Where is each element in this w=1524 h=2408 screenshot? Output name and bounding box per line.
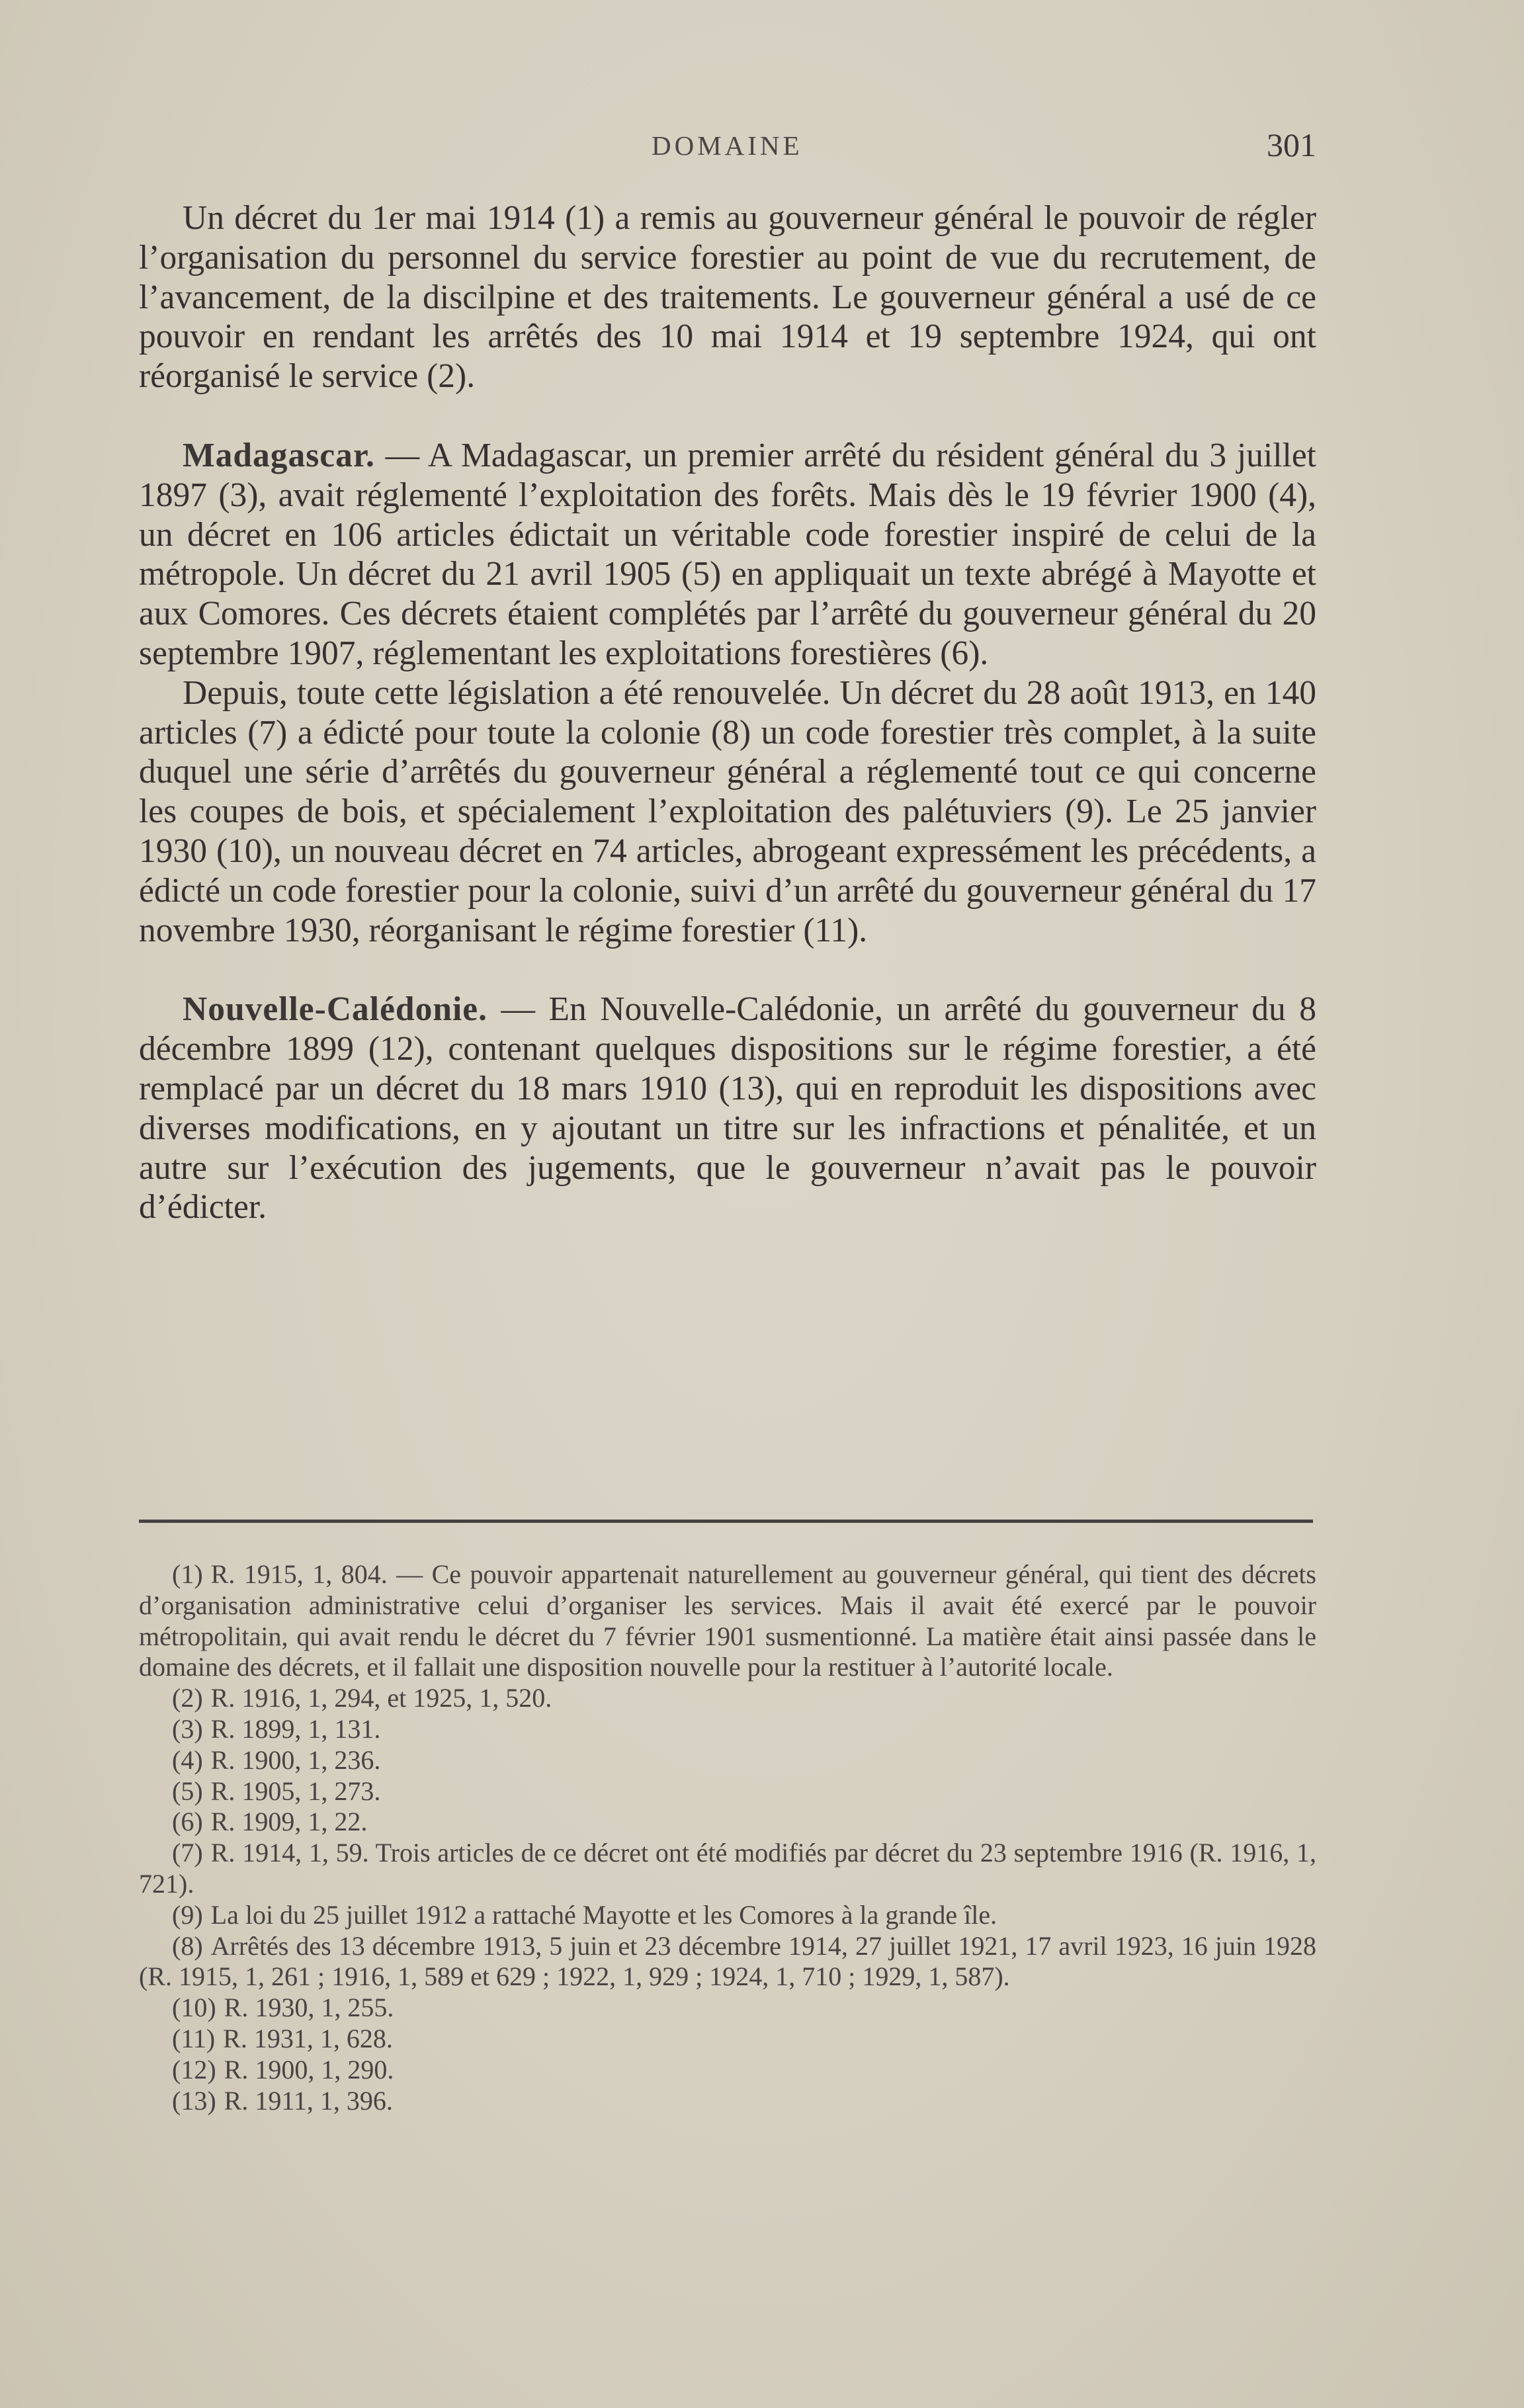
paragraph-text: — En Nouvelle-Calédonie, un arrêté du gouverneur du 8 décembre 1899 (12), contenant quelques dispositions sur le régime forestier, a été remplacé par un décret du 18 mars 1910 (13), qui en reproduit les dispositions avec diverses modifications, en y ajoutant un titre sur les infractions et pénalitée, et un autre sur l’exécution des jugements, que le gouverneur n’avait pas le pouvoir d’édicter. [139,990,1316,1226]
footnote-ref: (2) [172,1683,203,1713]
footnote-text: R. 1911, 1, 396. [224,2085,393,2116]
footnote-text: La loi du 25 juillet 1912 a rattaché Mayotte et les Comores à la grande île. [210,1899,997,1930]
footnote-text: R. 1931, 1, 628. [223,2023,393,2053]
footnote-divider [139,1520,1313,1523]
footnote-ref: (7) [172,1838,203,1868]
footnote [139,2024,1316,2055]
footnote [139,2086,1316,2117]
footnote-text: R. 1905, 1, 273. [210,1776,381,1806]
footnote-ref: (1) [172,1559,203,1589]
footnote-text: R. 1915, 1, 804. — Ce pouvoir appartenait naturellement au gouverneur général, qui tient des décrets d’organisation administrative celui d’organiser les services. Mais il avait été exercé par le pouvoir métropolitain, qui avait rendu le décret du 7 février 1901 susmentionné. La matière était ainsi passée dans le domaine des décrets, et il fallait une disposition nouvelle pour la restituer à l’autorité locale. [139,1559,1316,1682]
footnote-text: Arrêtés des 13 décembre 1913, 5 juin et 23 décembre 1914, 27 juillet 1921, 17 avril 1923, 16 juin 1928 (R. 1915, 1, 261 ; 1916, 1, 589 et 629 ; 1922, 1, 929 ; 1924, 1, 710 ; 1929, 1, 587). [139,1930,1316,1992]
section-heading: Nouvelle-Calédonie. [183,990,487,1029]
footnote-ref: (3) [172,1713,203,1744]
footnote-text: R. 1909, 1, 22. [210,1807,368,1837]
footnote-text: R. 1916, 1, 294, et 1925, 1, 520. [210,1683,552,1713]
footnote [139,1714,1316,1745]
footnote-ref: (8) [172,1930,203,1961]
footnote-text: R. 1900, 1, 236. [210,1744,381,1775]
footnote-ref: (4) [172,1744,203,1775]
footnote [139,1993,1316,2024]
body-text [139,198,1316,1227]
section-heading: Madagascar. [183,436,375,474]
footnote-text: R. 1914, 1, 59. Trois articles de ce décret ont été modifiés par décret du 23 septembre 1916 (R. 1916, 1, 721). [139,1838,1316,1899]
paragraph [139,436,1316,673]
page-number: 301 [1267,126,1316,163]
footnote-ref: (12) [172,2054,216,2085]
footnote [139,1900,1316,1931]
page-header [139,126,1316,169]
footnote-text: R. 1899, 1, 131. [210,1713,381,1744]
footnote [139,1559,1316,1683]
footnote-ref: (10) [172,1993,216,2023]
footnote-ref: (9) [172,1899,203,1930]
footnote-text: R. 1900, 1, 290. [224,2054,394,2085]
paragraph-text: Depuis, toute cette législation a été renouvelée. Un décret du 28 août 1913, en 140 articles (7) a édicté pour toute la colonie (8) un code forestier très complet, à la suite duquel une série d’arrêtés du gouverneur général a réglementé tout ce qui concerne les coupes de bois, et spécialement l’exploitation des palétuviers (9). Le 25 janvier 1930 (10), un nouveau décret en 74 articles, abrogeant expressément les précédents, a édicté un code forestier pour la colonie, suivi d’un arrêté du gouverneur général du 17 novembre 1930, réorganisant le régime forestier (11). [139,673,1316,949]
footnote [139,1807,1316,1838]
running-head: DOMAINE [652,130,803,161]
footnote [139,1931,1316,1993]
paragraph [139,198,1316,396]
paragraph [139,673,1316,951]
footnote-ref: (11) [172,2023,216,2053]
footnote-ref: (5) [172,1776,203,1806]
footnote-ref: (6) [172,1807,203,1837]
footnotes [139,1559,1316,2116]
footnote [139,2055,1316,2086]
footnote [139,1838,1316,1900]
paragraph-text: — A Madagascar, un premier arrêté du résident général du 3 juillet 1897 (3), avait réglementé l’exploitation des forêts. Mais dès le 19 février 1900 (4), un décret en 106 articles édictait un véritable code forestier inspiré de celui de la métropole. Un décret du 21 avril 1905 (5) en appliquait un texte abrégé à Mayotte et aux Comores. Ces décrets étaient complétés par l’arrêté du gouverneur général du 20 septembre 1907, réglementant les exploitations forestières (6). [139,436,1316,672]
footnote [139,1745,1316,1776]
paragraph-text: Un décret du 1er mai 1914 (1) a remis au gouverneur général le pouvoir de régler l’organisation du personnel du service forestier au point de vue du recrutement, de l’avancement, de la discilpine et des traitements. Le gouverneur général a usé de ce pouvoir en rendant les arrêtés des 10 mai 1914 et 19 septembre 1924, qui ont réorganisé le service (2). [139,199,1316,396]
footnote [139,1776,1316,1807]
footnote [139,1683,1316,1714]
footnote-text: R. 1930, 1, 255. [224,1993,394,2023]
paragraph [139,990,1316,1227]
footnote-ref: (13) [172,2085,216,2116]
